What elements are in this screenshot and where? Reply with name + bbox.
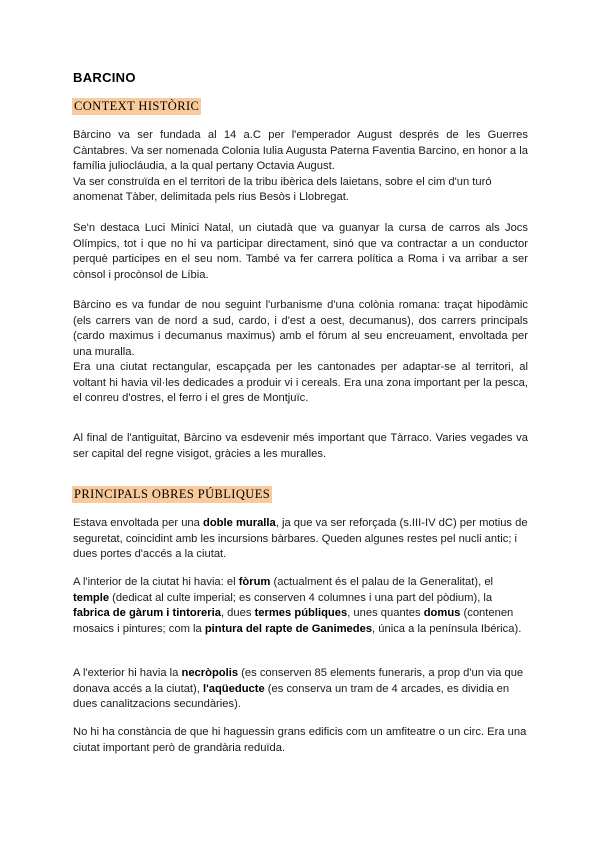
bold-term-wall: doble muralla [203,517,276,529]
context-text-antiquity: Al final de l'antiguitat, Bàrcino va esdevenir més important que Tàrraco. Varies vegades va ser capital del regne visigot, gràcies a les muralles. [73,432,528,460]
bold-term-necropolis: necròpolis [181,667,239,679]
text-run: Estava envoltada per una [73,517,203,529]
context-paragraph-3 [73,298,528,407]
context-text-luci: Se'n destaca Luci Minici Natal, un ciutadà que va guanyar la cursa de carros als Jocs Olímpics, tot i que no hi va participar directament, sinó que va contractar a un conductor perquè participes en el seu nom. També va fer carrera política a Roma i va arribar a ser cònsol i procònsol de Líbia. [73,222,528,281]
text-run: , única a la península Ibérica). [372,622,522,635]
text-run: (contenen mosaics i pintures; com la [73,607,514,635]
context-paragraph-2 [73,221,528,283]
bold-term-aqueduct: l'aqüeducte [202,682,265,695]
text-run: (dedicat al culte imperial; es conserven 4 columnes i una part del pòdium), la [109,591,493,604]
works-paragraph-walls [73,516,528,563]
text-run: A l'interior de la ciutat hi havia: el [73,576,239,588]
bold-term-domus: domus [423,607,461,619]
bold-term-temple: temple [73,591,110,604]
context-paragraph-1 [73,128,528,206]
text-run: (actualment és el palau de la Generalitat), el [270,576,494,588]
context-text-founding: Bàrcino va ser fundada al 14 a.C per l'emperador August després de les Guerres Càntabres. Va ser nomenada Colonia Iulia Augusta Paterna Faventia Barcino, en honor a la família juliocláudia, a la qual pertany Octavia August. [73,129,528,172]
bold-term-forum: fòrum [238,576,271,588]
conclusion-text: No hi ha constància de que hi haguessin grans edificis com un amfiteatre o un circ. Era una ciutat important però de grandària reduïda. [73,726,527,754]
bold-term-garum: fabrica de gàrum i tintoreria [73,607,221,619]
text-run: , dues [220,607,255,619]
context-paragraph-4 [73,431,528,462]
text-run: (es conserven 85 elements funeraris, a prop d'un via que donava accés a la ciutat), [73,667,524,695]
works-paragraph-interior [73,575,528,637]
text-run: , ja que va ser reforçada (s.III-IV dC) per motius de seguretat, coincidint amb les incursions bàrbares. Queden algunes restes pel nucli antic; i dues portes d'accés a la ciutat. [73,517,528,560]
context-text-rectangular: Era una ciutat rectangular, escapçada per les cantonades per adaptar-se al territori, al voltant hi havia vil·les dedicades a produir vi i cereals. Era una zona important per la pesca, el conreu d'ostres, el ferro i el gres de Montjuïc. [73,361,528,404]
section-heading-context: CONTEXT HISTÒRIC [74,99,200,113]
works-paragraph-exterior [73,666,528,713]
bold-term-ganymede: pintura del rapte de Ganimedes [204,622,373,635]
works-paragraph-conclusion [73,725,528,756]
bold-term-baths: termes públiques [254,607,348,619]
text-run: A l'exterior hi havia la [73,667,182,679]
section-heading-public-works: PRINCIPALS OBRES PÚBLIQUES [74,487,271,501]
context-text-urbanism: Bàrcino es va fundar de nou seguint l'urbanisme d'una colònia romana: traçat hipodàmic (els carrers van de nord a sud, cardo, i d'est a oest, decumanus), dos carrers principals (cardo maximus i decumanus maximus) amb el fòrum al seu encreuament, envoltada per una muralla. [73,299,528,358]
text-run: (es conserva un tram de 4 arcades, es dividia en dues canalitzacions secundàries). [73,682,510,710]
context-text-territory: Va ser construïda en el territori de la tribu ibèrica dels laietans, sobre el cim d'un turó anomenat Tàber, delimitada pels rius Besòs i Llobregat. [73,175,492,203]
document-title: BARCINO [73,70,136,85]
text-run: , unes quantes [347,607,424,619]
